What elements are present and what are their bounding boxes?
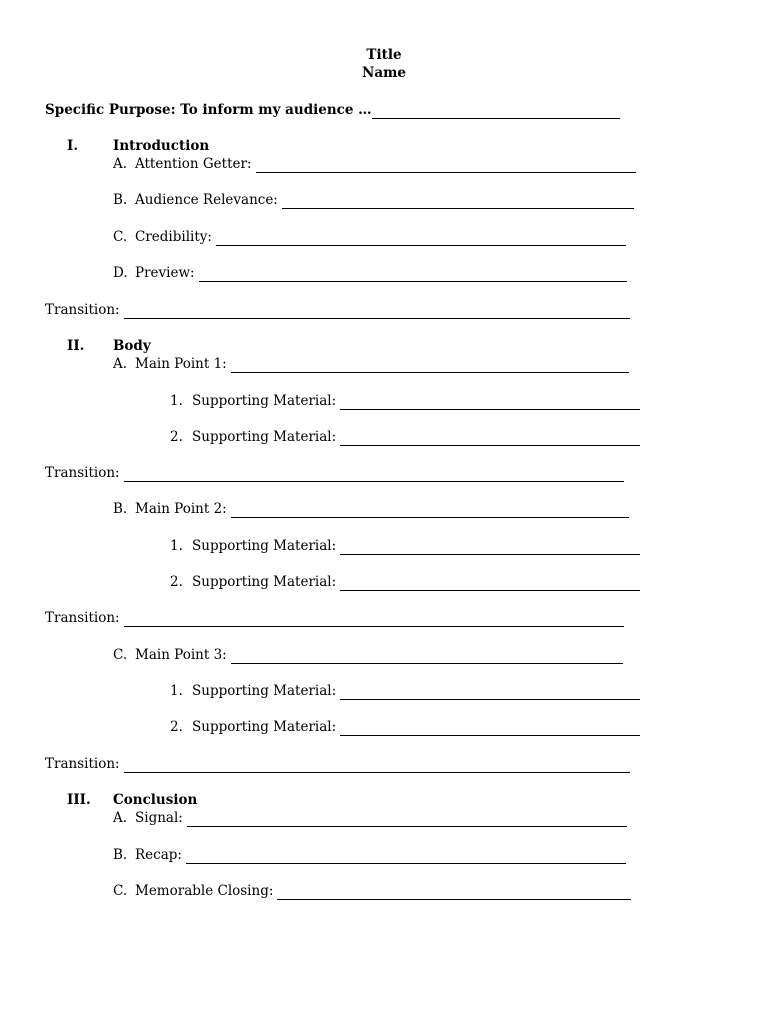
item-label: Memorable Closing:	[135, 883, 274, 899]
item-label: Main Point 3:	[135, 647, 227, 663]
item-number: 1.	[170, 538, 183, 554]
main-point-1-blank[interactable]	[231, 359, 629, 373]
conclusion-item-memorable-closing	[113, 882, 631, 900]
transition-line	[45, 609, 624, 627]
section-heading-body: Body	[113, 338, 151, 354]
item-letter: A.	[113, 156, 128, 172]
section-heading-conclusion: Conclusion	[113, 792, 198, 808]
item-number: 2.	[170, 574, 183, 590]
transition-blank[interactable]	[124, 613, 624, 627]
item-label: Supporting Material:	[192, 538, 337, 554]
supporting-material-blank[interactable]	[340, 577, 640, 591]
item-letter: A.	[113, 810, 128, 826]
main-point-3	[113, 646, 623, 664]
main-point-1	[113, 355, 629, 373]
supporting-material-blank[interactable]	[340, 686, 640, 700]
item-letter: C.	[113, 883, 128, 899]
intro-item-audience-relevance	[113, 191, 634, 209]
item-label: Supporting Material:	[192, 719, 337, 735]
section-numeral-intro: I.	[67, 138, 79, 154]
conclusion-item-signal	[113, 809, 627, 827]
intro-item-credibility	[113, 228, 626, 246]
main-point-3-blank[interactable]	[231, 650, 623, 664]
supporting-material-blank[interactable]	[340, 432, 640, 446]
item-label: Recap:	[135, 847, 182, 863]
item-number: 1.	[170, 683, 183, 699]
memorable-closing-blank[interactable]	[277, 886, 631, 900]
section-heading-intro: Introduction	[113, 138, 210, 154]
preview-blank[interactable]	[199, 268, 627, 282]
item-letter: B.	[113, 501, 128, 517]
transition-blank[interactable]	[124, 305, 630, 319]
transition-blank[interactable]	[124, 468, 624, 482]
specific-purpose-blank[interactable]	[372, 105, 620, 119]
transition-label: Transition:	[45, 756, 120, 772]
supporting-material-blank[interactable]	[340, 722, 640, 736]
transition-line	[45, 464, 624, 482]
item-number: 2.	[170, 429, 183, 445]
supporting-material-1-2	[170, 428, 640, 446]
intro-item-attention-getter	[113, 155, 636, 173]
item-letter: A.	[113, 356, 128, 372]
specific-purpose-line	[45, 101, 620, 119]
item-letter: C.	[113, 229, 128, 245]
item-label: Preview:	[135, 265, 195, 281]
signal-blank[interactable]	[187, 813, 627, 827]
item-letter: D.	[113, 265, 128, 281]
supporting-material-3-1	[170, 682, 640, 700]
intro-item-preview	[113, 264, 627, 282]
supporting-material-2-2	[170, 573, 640, 591]
supporting-material-1-1	[170, 392, 640, 410]
item-label: Supporting Material:	[192, 393, 337, 409]
audience-relevance-blank[interactable]	[282, 195, 634, 209]
item-number: 2.	[170, 719, 183, 735]
item-letter: B.	[113, 847, 128, 863]
doc-name: Name	[362, 65, 406, 81]
credibility-blank[interactable]	[216, 232, 626, 246]
item-label: Signal:	[135, 810, 183, 826]
main-point-2	[113, 500, 629, 518]
recap-blank[interactable]	[186, 850, 626, 864]
specific-purpose-label: Specific Purpose: To inform my audience …	[45, 102, 372, 118]
item-label: Audience Relevance:	[135, 192, 278, 208]
transition-label: Transition:	[45, 465, 120, 481]
item-letter: B.	[113, 192, 128, 208]
transition-blank[interactable]	[124, 759, 630, 773]
item-label: Main Point 2:	[135, 501, 227, 517]
supporting-material-blank[interactable]	[340, 541, 640, 555]
item-number: 1.	[170, 393, 183, 409]
attention-getter-blank[interactable]	[256, 159, 636, 173]
section-numeral-conclusion: III.	[67, 792, 91, 808]
transition-line	[45, 301, 630, 319]
item-label: Credibility:	[135, 229, 212, 245]
supporting-material-2-1	[170, 537, 640, 555]
item-label: Supporting Material:	[192, 683, 337, 699]
item-label: Attention Getter:	[135, 156, 252, 172]
item-label: Main Point 1:	[135, 356, 227, 372]
transition-label: Transition:	[45, 302, 120, 318]
transition-line	[45, 755, 630, 773]
main-point-2-blank[interactable]	[231, 504, 629, 518]
section-numeral-body: II.	[67, 338, 85, 354]
supporting-material-3-2	[170, 718, 640, 736]
item-label: Supporting Material:	[192, 574, 337, 590]
conclusion-item-recap	[113, 846, 626, 864]
transition-label: Transition:	[45, 610, 120, 626]
doc-title: Title	[366, 47, 402, 63]
supporting-material-blank[interactable]	[340, 396, 640, 410]
item-label: Supporting Material:	[192, 429, 337, 445]
item-letter: C.	[113, 647, 128, 663]
